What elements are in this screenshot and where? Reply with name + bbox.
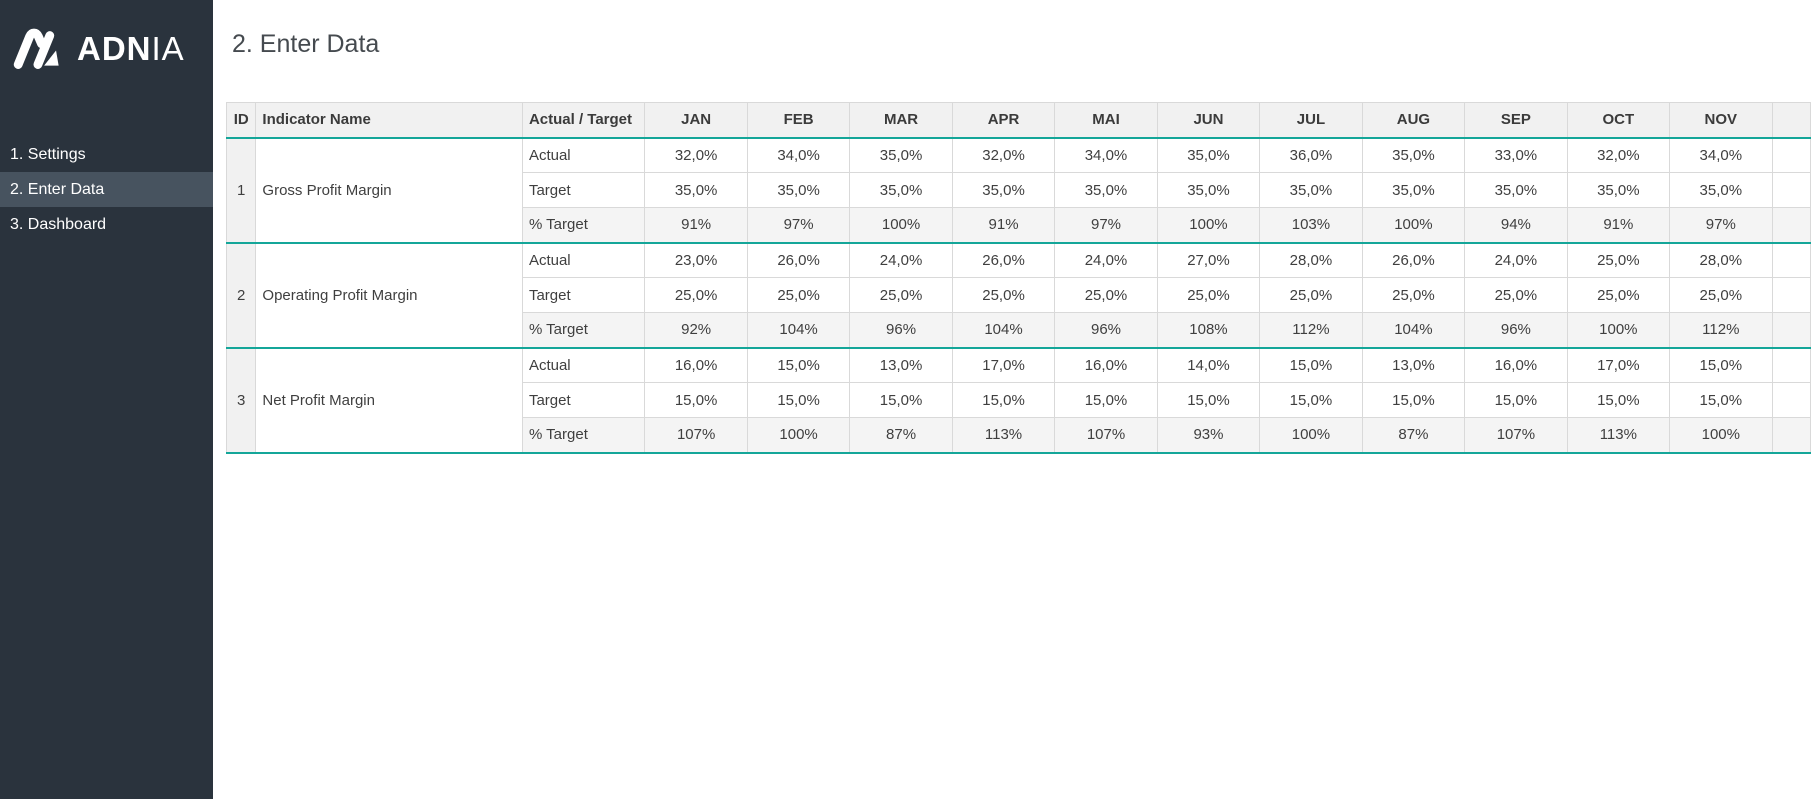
cell-net-profit-margin-target-feb: 100% — [747, 418, 849, 453]
cell-operating-profit-margin-actual-sep[interactable]: 24,0% — [1465, 243, 1567, 278]
cell-net-profit-margin-actual-jul[interactable]: 15,0% — [1260, 348, 1362, 383]
cell-net-profit-margin-target-jun: 93% — [1157, 418, 1259, 453]
cell-gross-profit-margin-target-apr: 91% — [952, 208, 1054, 243]
col-header-feb: FEB — [747, 103, 849, 138]
cell-net-profit-margin-actual-sep[interactable]: 16,0% — [1465, 348, 1567, 383]
cell-gross-profit-margin-actual-mar[interactable]: 35,0% — [850, 138, 952, 173]
row-label-actual: Actual — [522, 243, 644, 278]
cell-gross-profit-margin-target-sep: 94% — [1465, 208, 1567, 243]
row-label-target: % Target — [522, 418, 644, 453]
col-header-actual-target: Actual / Target — [522, 103, 644, 138]
indicator-name-cell[interactable]: Operating Profit Margin — [256, 243, 523, 348]
row-label-target: Target — [522, 173, 644, 208]
page-title: 2. Enter Data — [232, 30, 380, 58]
cell-net-profit-margin-target-nov[interactable]: 15,0% — [1670, 383, 1772, 418]
cell-net-profit-margin-target-apr: 113% — [952, 418, 1054, 453]
cell-operating-profit-margin-actual-jul[interactable]: 28,0% — [1260, 243, 1362, 278]
col-header-apr: APR — [952, 103, 1054, 138]
spacer-cell — [1772, 243, 1810, 278]
cell-net-profit-margin-actual-aug[interactable]: 13,0% — [1362, 348, 1464, 383]
adnia-logo — [0, 0, 213, 72]
cell-operating-profit-margin-target-sep: 96% — [1465, 313, 1567, 348]
cell-gross-profit-margin-target-mai: 97% — [1055, 208, 1157, 243]
cell-net-profit-margin-target-jul: 100% — [1260, 418, 1362, 453]
cell-operating-profit-margin-actual-nov[interactable]: 28,0% — [1670, 243, 1772, 278]
cell-net-profit-margin-actual-oct[interactable]: 17,0% — [1567, 348, 1669, 383]
cell-operating-profit-margin-target-jun[interactable]: 25,0% — [1157, 278, 1259, 313]
sidebar-item-3-dashboard[interactable]: 3. Dashboard — [10, 216, 107, 233]
cell-gross-profit-margin-target-nov[interactable]: 35,0% — [1670, 173, 1772, 208]
cell-net-profit-margin-target-mai: 107% — [1055, 418, 1157, 453]
col-header-mai: MAI — [1055, 103, 1157, 138]
cell-gross-profit-margin-actual-aug[interactable]: 35,0% — [1362, 138, 1464, 173]
cell-operating-profit-margin-target-aug: 104% — [1362, 313, 1464, 348]
cell-operating-profit-margin-actual-jun[interactable]: 27,0% — [1157, 243, 1259, 278]
cell-net-profit-margin-target-jul[interactable]: 15,0% — [1260, 383, 1362, 418]
cell-operating-profit-margin-target-mai[interactable]: 25,0% — [1055, 278, 1157, 313]
cell-operating-profit-margin-actual-mar[interactable]: 24,0% — [850, 243, 952, 278]
cell-gross-profit-margin-target-apr[interactable]: 35,0% — [952, 173, 1054, 208]
cell-net-profit-margin-actual-jun[interactable]: 14,0% — [1157, 348, 1259, 383]
cell-gross-profit-margin-target-feb: 97% — [747, 208, 849, 243]
cell-net-profit-margin-actual-feb[interactable]: 15,0% — [747, 348, 849, 383]
spacer-cell — [1772, 173, 1810, 208]
cell-gross-profit-margin-target-sep[interactable]: 35,0% — [1465, 173, 1567, 208]
cell-operating-profit-margin-target-nov: 112% — [1670, 313, 1772, 348]
col-header-jan: JAN — [645, 103, 747, 138]
cell-gross-profit-margin-target-aug[interactable]: 35,0% — [1362, 173, 1464, 208]
cell-gross-profit-margin-actual-apr[interactable]: 32,0% — [952, 138, 1054, 173]
indicator-name-cell[interactable]: Net Profit Margin — [256, 348, 523, 453]
row-label-actual: Actual — [522, 348, 644, 383]
cell-gross-profit-margin-target-mar: 100% — [850, 208, 952, 243]
table-body — [227, 138, 1811, 453]
cell-operating-profit-margin-actual-mai[interactable]: 24,0% — [1055, 243, 1157, 278]
cell-gross-profit-margin-target-nov: 97% — [1670, 208, 1772, 243]
cell-net-profit-margin-target-sep: 107% — [1465, 418, 1567, 453]
cell-net-profit-margin-target-mar: 87% — [850, 418, 952, 453]
cell-net-profit-margin-target-feb[interactable]: 15,0% — [747, 383, 849, 418]
indicator-id: 2 — [227, 243, 256, 348]
cell-net-profit-margin-actual-nov[interactable]: 15,0% — [1670, 348, 1772, 383]
cell-gross-profit-margin-target-jun[interactable]: 35,0% — [1157, 173, 1259, 208]
col-header-id: ID — [227, 103, 256, 138]
cell-net-profit-margin-target-mai[interactable]: 15,0% — [1055, 383, 1157, 418]
table-row — [227, 243, 1811, 278]
cell-net-profit-margin-target-jan: 107% — [645, 418, 747, 453]
cell-gross-profit-margin-actual-feb[interactable]: 34,0% — [747, 138, 849, 173]
col-header-jul: JUL — [1260, 103, 1362, 138]
col-header-jun: JUN — [1157, 103, 1259, 138]
cell-gross-profit-margin-target-jul: 103% — [1260, 208, 1362, 243]
cell-operating-profit-margin-target-jul: 112% — [1260, 313, 1362, 348]
row-label-actual: Actual — [522, 138, 644, 173]
sidebar-nav — [0, 137, 213, 242]
spacer-cell — [1772, 348, 1810, 383]
cell-net-profit-margin-actual-jan[interactable]: 16,0% — [645, 348, 747, 383]
cell-operating-profit-margin-target-jun: 108% — [1157, 313, 1259, 348]
adnia-logo-text: ADNIA — [77, 30, 185, 67]
cell-gross-profit-margin-actual-jun[interactable]: 35,0% — [1157, 138, 1259, 173]
row-label-target: % Target — [522, 208, 644, 243]
col-header-aug: AUG — [1362, 103, 1464, 138]
cell-net-profit-margin-actual-mai[interactable]: 16,0% — [1055, 348, 1157, 383]
cell-net-profit-margin-target-jan[interactable]: 15,0% — [645, 383, 747, 418]
cell-operating-profit-margin-actual-jan[interactable]: 23,0% — [645, 243, 747, 278]
cell-gross-profit-margin-actual-jul[interactable]: 36,0% — [1260, 138, 1362, 173]
col-header-oct: OCT — [1567, 103, 1669, 138]
cell-gross-profit-margin-target-jul[interactable]: 35,0% — [1260, 173, 1362, 208]
cell-gross-profit-margin-actual-nov[interactable]: 34,0% — [1670, 138, 1772, 173]
cell-operating-profit-margin-target-apr[interactable]: 25,0% — [952, 278, 1054, 313]
cell-gross-profit-margin-target-aug: 100% — [1362, 208, 1464, 243]
cell-operating-profit-margin-actual-apr[interactable]: 26,0% — [952, 243, 1054, 278]
cell-net-profit-margin-target-nov: 100% — [1670, 418, 1772, 453]
cell-operating-profit-margin-target-oct: 100% — [1567, 313, 1669, 348]
cell-operating-profit-margin-target-aug[interactable]: 25,0% — [1362, 278, 1464, 313]
spacer-cell — [1772, 383, 1810, 418]
cell-gross-profit-margin-actual-oct[interactable]: 32,0% — [1567, 138, 1669, 173]
sidebar-item-1-settings[interactable]: 1. Settings — [10, 146, 86, 163]
cell-gross-profit-margin-actual-sep[interactable]: 33,0% — [1465, 138, 1567, 173]
cell-operating-profit-margin-target-oct[interactable]: 25,0% — [1567, 278, 1669, 313]
enter-data-table — [226, 102, 1811, 454]
col-header-mar: MAR — [850, 103, 952, 138]
cell-operating-profit-margin-target-jan: 92% — [645, 313, 747, 348]
spacer-cell — [1772, 138, 1810, 173]
table-row — [227, 348, 1811, 383]
cell-gross-profit-margin-target-mai[interactable]: 35,0% — [1055, 173, 1157, 208]
table-header — [227, 103, 1811, 138]
cell-net-profit-margin-target-oct[interactable]: 15,0% — [1567, 383, 1669, 418]
cell-operating-profit-margin-target-mar[interactable]: 25,0% — [850, 278, 952, 313]
col-header-spacer — [1772, 103, 1810, 138]
spacer-cell — [1772, 278, 1810, 313]
cell-net-profit-margin-target-apr[interactable]: 15,0% — [952, 383, 1054, 418]
row-label-target: % Target — [522, 313, 644, 348]
cell-operating-profit-margin-target-apr: 104% — [952, 313, 1054, 348]
sidebar-item-2-enter-data[interactable]: 2. Enter Data — [0, 172, 213, 207]
cell-operating-profit-margin-target-sep[interactable]: 25,0% — [1465, 278, 1567, 313]
cell-operating-profit-margin-target-mar: 96% — [850, 313, 952, 348]
cell-gross-profit-margin-actual-jan[interactable]: 32,0% — [645, 138, 747, 173]
adnia-logo-icon — [13, 26, 69, 72]
col-header-indicator-name: Indicator Name — [256, 103, 523, 138]
indicator-name-cell[interactable]: Gross Profit Margin — [256, 138, 523, 243]
cell-gross-profit-margin-target-jan[interactable]: 35,0% — [645, 173, 747, 208]
cell-net-profit-margin-target-aug[interactable]: 15,0% — [1362, 383, 1464, 418]
indicator-id: 1 — [227, 138, 256, 243]
cell-gross-profit-margin-target-jan: 91% — [645, 208, 747, 243]
row-label-target: Target — [522, 278, 644, 313]
cell-gross-profit-margin-actual-mai[interactable]: 34,0% — [1055, 138, 1157, 173]
cell-operating-profit-margin-target-jul[interactable]: 25,0% — [1260, 278, 1362, 313]
cell-operating-profit-margin-actual-aug[interactable]: 26,0% — [1362, 243, 1464, 278]
col-header-nov: NOV — [1670, 103, 1772, 138]
table-row — [227, 138, 1811, 173]
cell-net-profit-margin-target-aug: 87% — [1362, 418, 1464, 453]
cell-operating-profit-margin-actual-feb[interactable]: 26,0% — [747, 243, 849, 278]
cell-net-profit-margin-actual-mar[interactable]: 13,0% — [850, 348, 952, 383]
cell-operating-profit-margin-target-feb[interactable]: 25,0% — [747, 278, 849, 313]
col-header-sep: SEP — [1465, 103, 1567, 138]
cell-operating-profit-margin-target-mai: 96% — [1055, 313, 1157, 348]
spacer-cell — [1772, 418, 1810, 453]
cell-gross-profit-margin-target-feb[interactable]: 35,0% — [747, 173, 849, 208]
cell-net-profit-margin-target-sep[interactable]: 15,0% — [1465, 383, 1567, 418]
cell-net-profit-margin-actual-apr[interactable]: 17,0% — [952, 348, 1054, 383]
cell-operating-profit-margin-target-jan[interactable]: 25,0% — [645, 278, 747, 313]
cell-operating-profit-margin-target-feb: 104% — [747, 313, 849, 348]
cell-net-profit-margin-target-mar[interactable]: 15,0% — [850, 383, 952, 418]
cell-gross-profit-margin-target-mar[interactable]: 35,0% — [850, 173, 952, 208]
cell-net-profit-margin-target-oct: 113% — [1567, 418, 1669, 453]
spacer-cell — [1772, 208, 1810, 243]
cell-gross-profit-margin-target-oct[interactable]: 35,0% — [1567, 173, 1669, 208]
spacer-cell — [1772, 313, 1810, 348]
row-label-target: Target — [522, 383, 644, 418]
indicator-id: 3 — [227, 348, 256, 453]
cell-gross-profit-margin-target-oct: 91% — [1567, 208, 1669, 243]
sidebar — [0, 0, 213, 799]
cell-operating-profit-margin-actual-oct[interactable]: 25,0% — [1567, 243, 1669, 278]
cell-gross-profit-margin-target-jun: 100% — [1157, 208, 1259, 243]
cell-net-profit-margin-target-jun[interactable]: 15,0% — [1157, 383, 1259, 418]
cell-operating-profit-margin-target-nov[interactable]: 25,0% — [1670, 278, 1772, 313]
